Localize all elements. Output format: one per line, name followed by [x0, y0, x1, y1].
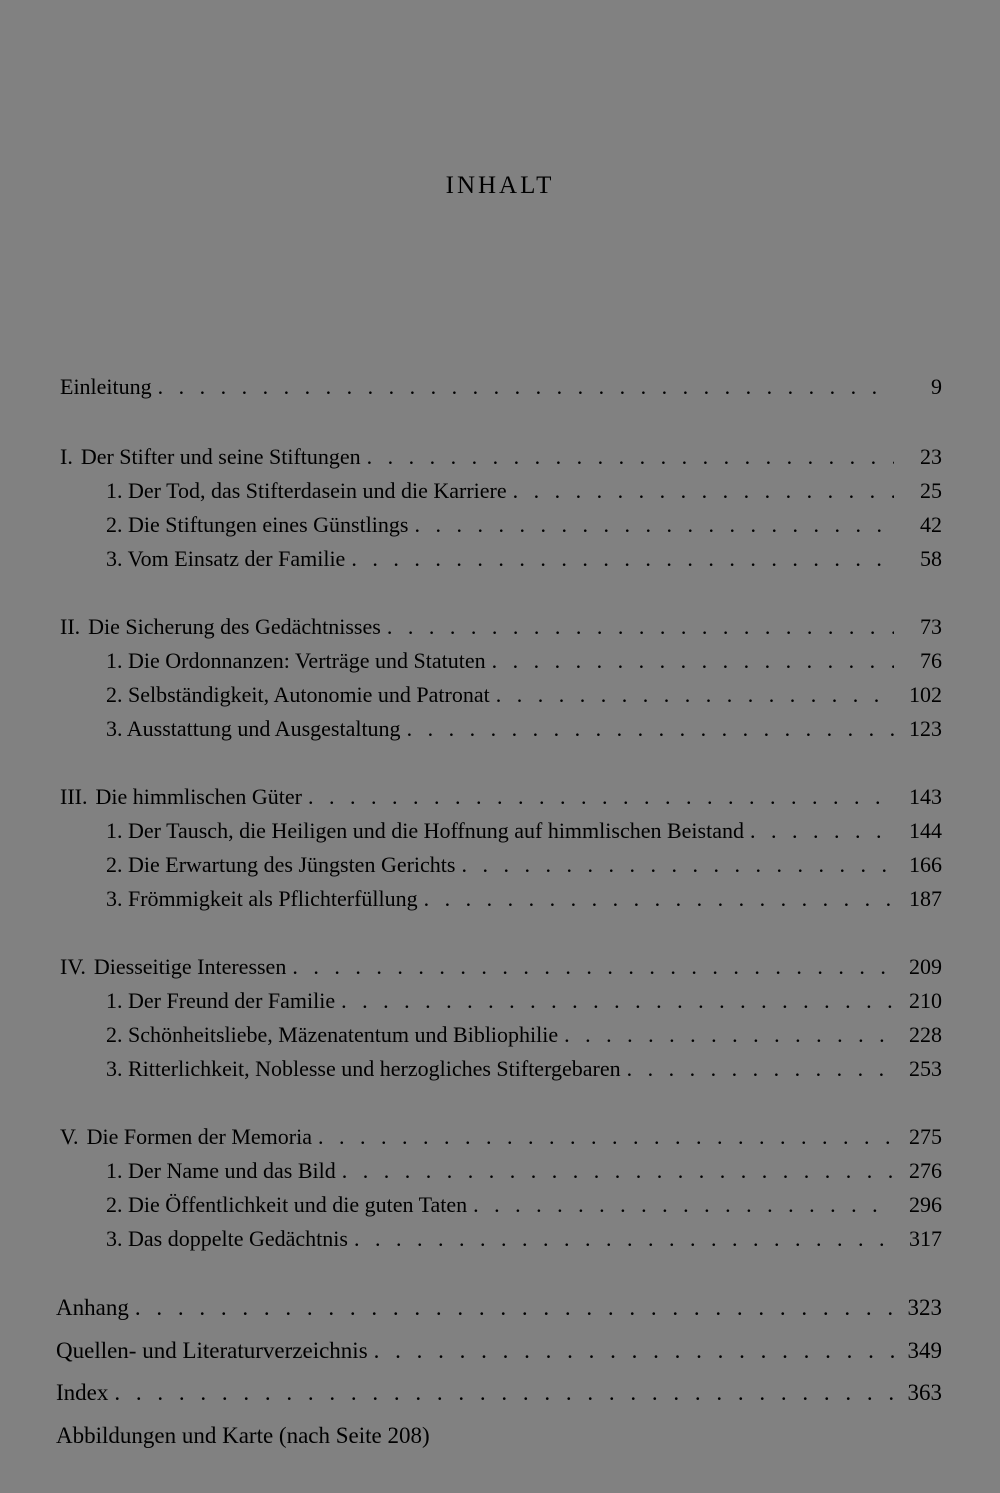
toc-entry-label: 1. Der Name und das Bild	[106, 1158, 336, 1183]
dot-leader	[308, 782, 894, 812]
dot-leader	[341, 986, 894, 1016]
toc-chapter-1	[60, 442, 942, 472]
toc-section	[106, 544, 942, 574]
toc-entry-page: 210	[909, 988, 942, 1013]
toc-section	[106, 850, 942, 880]
toc-entry-label: Der Stifter und seine Stiftungen	[80, 444, 361, 469]
toc-entry-page: 9	[931, 374, 942, 399]
toc-entry-label: 1. Die Ordonnanzen: Verträge und Statuten	[106, 648, 486, 673]
toc-entry-anhang	[56, 1293, 942, 1323]
toc-section	[106, 816, 942, 846]
dot-leader	[387, 612, 894, 642]
toc-section	[106, 1156, 942, 1186]
toc-section	[106, 884, 942, 914]
toc-entry-label: 2. Die Erwartung des Jüngsten Gerichts	[106, 852, 456, 877]
toc-entry-label: Index	[56, 1380, 109, 1405]
toc-entry-label: Einleitung	[60, 374, 152, 399]
chapter-number: I.	[60, 444, 73, 469]
toc-section	[106, 1020, 942, 1050]
toc-entry-page: 323	[907, 1295, 942, 1320]
dot-leader	[461, 850, 894, 880]
toc-section	[106, 510, 942, 540]
toc-entry-label: Quellen- und Literaturverzeichnis	[56, 1338, 368, 1363]
dot-leader	[627, 1054, 894, 1084]
chapter-number: V.	[60, 1124, 79, 1149]
dot-leader	[564, 1020, 894, 1050]
toc-section	[106, 714, 942, 744]
toc-entry-label: Diesseitige Interessen	[93, 954, 287, 979]
dot-leader	[750, 816, 894, 846]
toc-entry-page: 42	[920, 512, 942, 537]
toc-entry-label: Abbildungen und Karte (nach Seite 208)	[56, 1423, 430, 1448]
toc-entry-page: 143	[909, 784, 942, 809]
toc-entry-page: 102	[909, 682, 942, 707]
chapter-number: IV.	[60, 954, 86, 979]
toc-entry-index	[56, 1378, 942, 1408]
toc-section	[106, 680, 942, 710]
dot-leader	[135, 1293, 894, 1323]
toc-section	[106, 1224, 942, 1254]
toc-entry-label: 1. Der Tod, das Stifterdasein und die Karriere	[106, 478, 507, 503]
toc-entry-page: 363	[907, 1380, 942, 1405]
dot-leader	[496, 680, 894, 710]
toc-chapter-3	[60, 782, 942, 812]
toc-entry-page: 144	[909, 818, 942, 843]
dot-leader	[342, 1156, 894, 1186]
toc-entry-page: 209	[909, 954, 942, 979]
toc-entry-label: Die Sicherung des Gedächtnisses	[88, 614, 381, 639]
dot-leader	[292, 952, 894, 982]
toc-entry-einleitung	[60, 372, 942, 402]
toc-entry-label: 1. Der Freund der Familie	[106, 988, 336, 1013]
toc-entry-page: 187	[909, 886, 942, 911]
toc-entry-page: 73	[920, 614, 942, 639]
toc-entry-illustrations	[56, 1421, 942, 1451]
toc-section	[106, 476, 942, 506]
toc-entry-label: Anhang	[56, 1295, 129, 1320]
chapter-number: III.	[60, 784, 88, 809]
toc-entry-page: 123	[909, 716, 942, 741]
dot-leader	[407, 714, 894, 744]
toc-chapter-4	[60, 952, 942, 982]
dot-leader	[414, 510, 894, 540]
toc-section	[106, 1054, 942, 1084]
toc-section	[106, 986, 942, 1016]
dot-leader	[351, 544, 894, 574]
toc-entry-page: 349	[907, 1338, 942, 1363]
toc-entry-page: 23	[920, 444, 942, 469]
toc-chapter-2	[60, 612, 942, 642]
toc-entry-label: 2. Die Öffentlichkeit und die guten Taten	[106, 1192, 468, 1217]
dot-leader	[424, 884, 894, 914]
toc-section	[106, 646, 942, 676]
toc-chapter-5	[60, 1122, 942, 1152]
dot-leader	[114, 1378, 894, 1408]
toc-entry-page: 253	[909, 1056, 942, 1081]
toc-entry-page: 25	[920, 478, 942, 503]
toc-entry-label: 1. Der Tausch, die Heiligen und die Hoffnung auf himmlischen Beistand	[106, 818, 744, 843]
dot-leader	[473, 1190, 894, 1220]
toc-entry-label: 3. Ausstattung und Ausgestaltung	[106, 716, 401, 741]
dot-leader	[158, 372, 894, 402]
dot-leader	[318, 1122, 894, 1152]
toc-entry-label: Die himmlischen Güter	[95, 784, 302, 809]
toc-entry-label: 3. Ritterlichkeit, Noblesse und herzogliches Stiftergebaren	[106, 1056, 621, 1081]
dot-leader	[367, 442, 894, 472]
toc-entry-label: Die Formen der Memoria	[86, 1124, 312, 1149]
toc-entry-page: 58	[920, 546, 942, 571]
toc-entry-label: 2. Selbständigkeit, Autonomie und Patronat	[106, 682, 490, 707]
page-title: INHALT	[445, 172, 555, 199]
toc-entry-page: 76	[920, 648, 942, 673]
toc-entry-label: 2. Schönheitsliebe, Mäzenatentum und Bibliophilie	[106, 1022, 559, 1047]
dot-leader	[513, 476, 894, 506]
toc-entry-page: 166	[909, 852, 942, 877]
toc-entry-bibliography	[56, 1336, 942, 1366]
toc-entry-label: 3. Vom Einsatz der Familie	[106, 546, 346, 571]
toc-entry-label: 2. Die Stiftungen eines Günstlings	[106, 512, 409, 537]
toc-entry-label: 3. Frömmigkeit als Pflichterfüllung	[106, 886, 418, 911]
toc-entry-page: 276	[909, 1158, 942, 1183]
toc-entry-page: 296	[909, 1192, 942, 1217]
toc-entry-page: 275	[909, 1124, 942, 1149]
toc-section	[106, 1190, 942, 1220]
chapter-number: II.	[60, 614, 81, 639]
dot-leader	[374, 1336, 894, 1366]
toc-entry-page: 317	[909, 1226, 942, 1251]
toc-entry-label: 3. Das doppelte Gedächtnis	[106, 1226, 348, 1251]
dot-leader	[492, 646, 894, 676]
toc-entry-page: 228	[909, 1022, 942, 1047]
dot-leader	[354, 1224, 894, 1254]
